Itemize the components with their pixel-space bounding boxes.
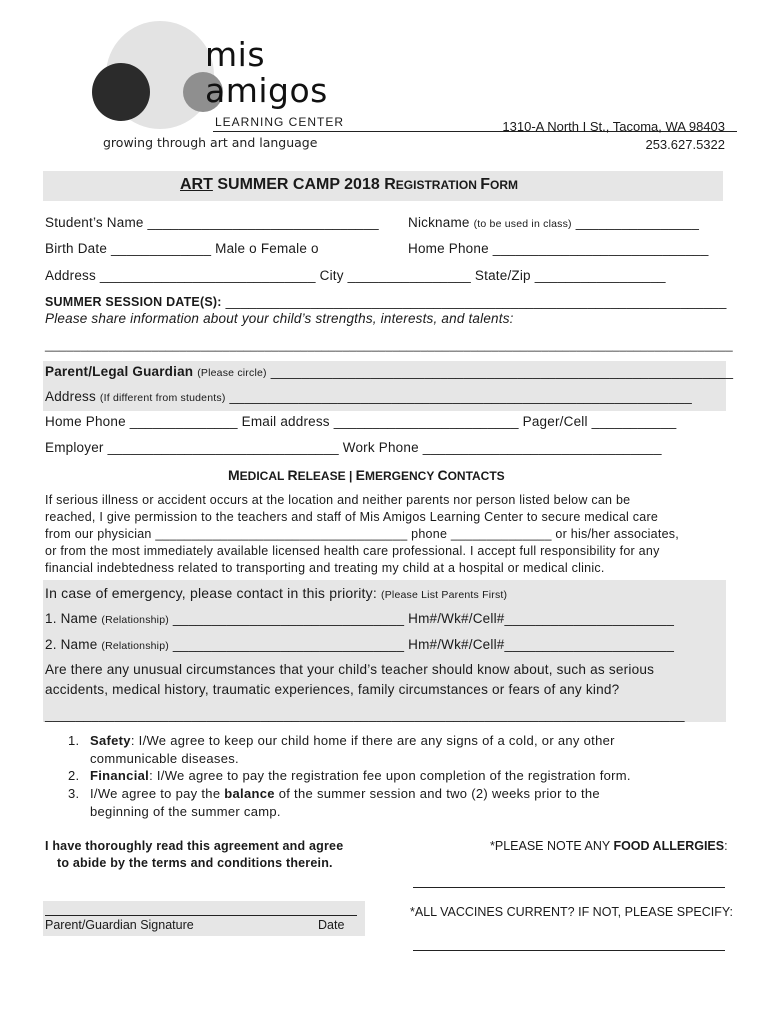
summer-session-field[interactable]: SUMMER SESSION DATE(S): _________________________________________________________________ [45,294,727,309]
date-label: Date [318,918,345,932]
logo-word-amigos: amigos [205,71,328,110]
vaccines-label: *ALL VACCINES CURRENT? IF NOT, PLEASE SPECIFY: [410,905,734,919]
circumstances-question-2: accidents, medical history, traumatic experiences, family circumstances or fears of any kind? [45,682,620,697]
center-address: 1310-A North I St., Tacoma, WA 98403 [502,119,725,134]
acknowledgement-line-1: I have thoroughly read this agreement and agree [45,839,344,853]
guardian-contact-row[interactable]: Home Phone ______________ Email address ________________________ Pager/Cell ___________ [45,414,677,429]
medical-paragraph-line-2: reached, I give permission to the teachers and staff of Mis Amigos Learning Center to secure medical care [45,510,659,524]
employer-row[interactable]: Employer ______________________________ Work Phone _______________________________ [45,440,662,455]
medical-paragraph-line-1: If serious illness or accident occurs at the location and neither parents nor person listed below can be [45,493,631,507]
form-title: ART SUMMER CAMP 2018 REGISTRATION FORM [180,176,518,193]
tagline: growing through art and language [103,135,318,150]
acknowledgement-line-2: to abide by the terms and conditions therein. [57,856,333,870]
medical-paragraph-line-5: financial indebtedness related to transporting and treating my child at a hospital or medical clinic. [45,561,605,575]
vaccines-line[interactable] [413,950,725,951]
physician-field[interactable]: from our physician ___________________________________ phone ______________ or his/her associates, [45,527,680,541]
food-allergies-label: *PLEASE NOTE ANY FOOD ALLERGIES: [490,839,728,853]
center-phone: 253.627.5322 [645,137,725,152]
logo-subtitle: LEARNING CENTER [215,115,345,129]
female-checkbox[interactable]: o [311,241,319,256]
student-name-field[interactable]: Student’s Name ______________________________ [45,215,379,230]
emergency-contact-2[interactable]: 2. Name (Relationship) ______________________________ Hm#/Wk#/Cell#______________________ [45,637,675,652]
strengths-line[interactable]: _________________________________________________________________________________________________ [45,338,733,352]
nickname-field[interactable]: Nickname (to be used in class) ________________ [408,215,700,230]
signature-label: Parent/Guardian Signature [45,918,194,932]
home-phone-field[interactable]: Home Phone ____________________________ [408,241,709,256]
circumstances-question-1: Are there any unusual circumstances that your child’s teacher should know about, such as serious [45,662,655,677]
birth-gender-row: Birth Date _____________ Male o Female o [45,241,319,256]
address-city-state-row[interactable]: Address ____________________________ City ________________ State/Zip _________________ [45,268,666,283]
emergency-contact-1[interactable]: 1. Name (Relationship) ______________________________ Hm#/Wk#/Cell#______________________ [45,611,675,626]
logo-word-mis: mis [205,35,266,74]
medical-heading: MEDICAL RELEASE | EMERGENCY CONTACTS [228,467,505,483]
circumstances-line[interactable]: ___________________________________________________________________________________ [45,707,685,722]
signature-line[interactable] [45,915,357,916]
strengths-prompt: Please share information about your child’s strengths, interests, and talents: [45,311,514,326]
emergency-intro: In case of emergency, please contact in this priority: (Please List Parents First) [45,585,508,601]
male-checkbox[interactable]: o [249,241,257,256]
guardian-address-field[interactable]: Address (If different from students) ____________________________________________________________ [45,389,692,404]
medical-paragraph-line-4: or from the most immediately available licensed health care professional. I accept full responsibility for any [45,544,660,558]
birth-date-field[interactable]: Birth Date _____________ Male [45,241,246,256]
logo-circle-dark [92,63,150,121]
food-allergies-line[interactable] [413,887,725,888]
guardian-field[interactable]: Parent/Legal Guardian (Please circle) ____________________________________________________________ [45,364,734,379]
